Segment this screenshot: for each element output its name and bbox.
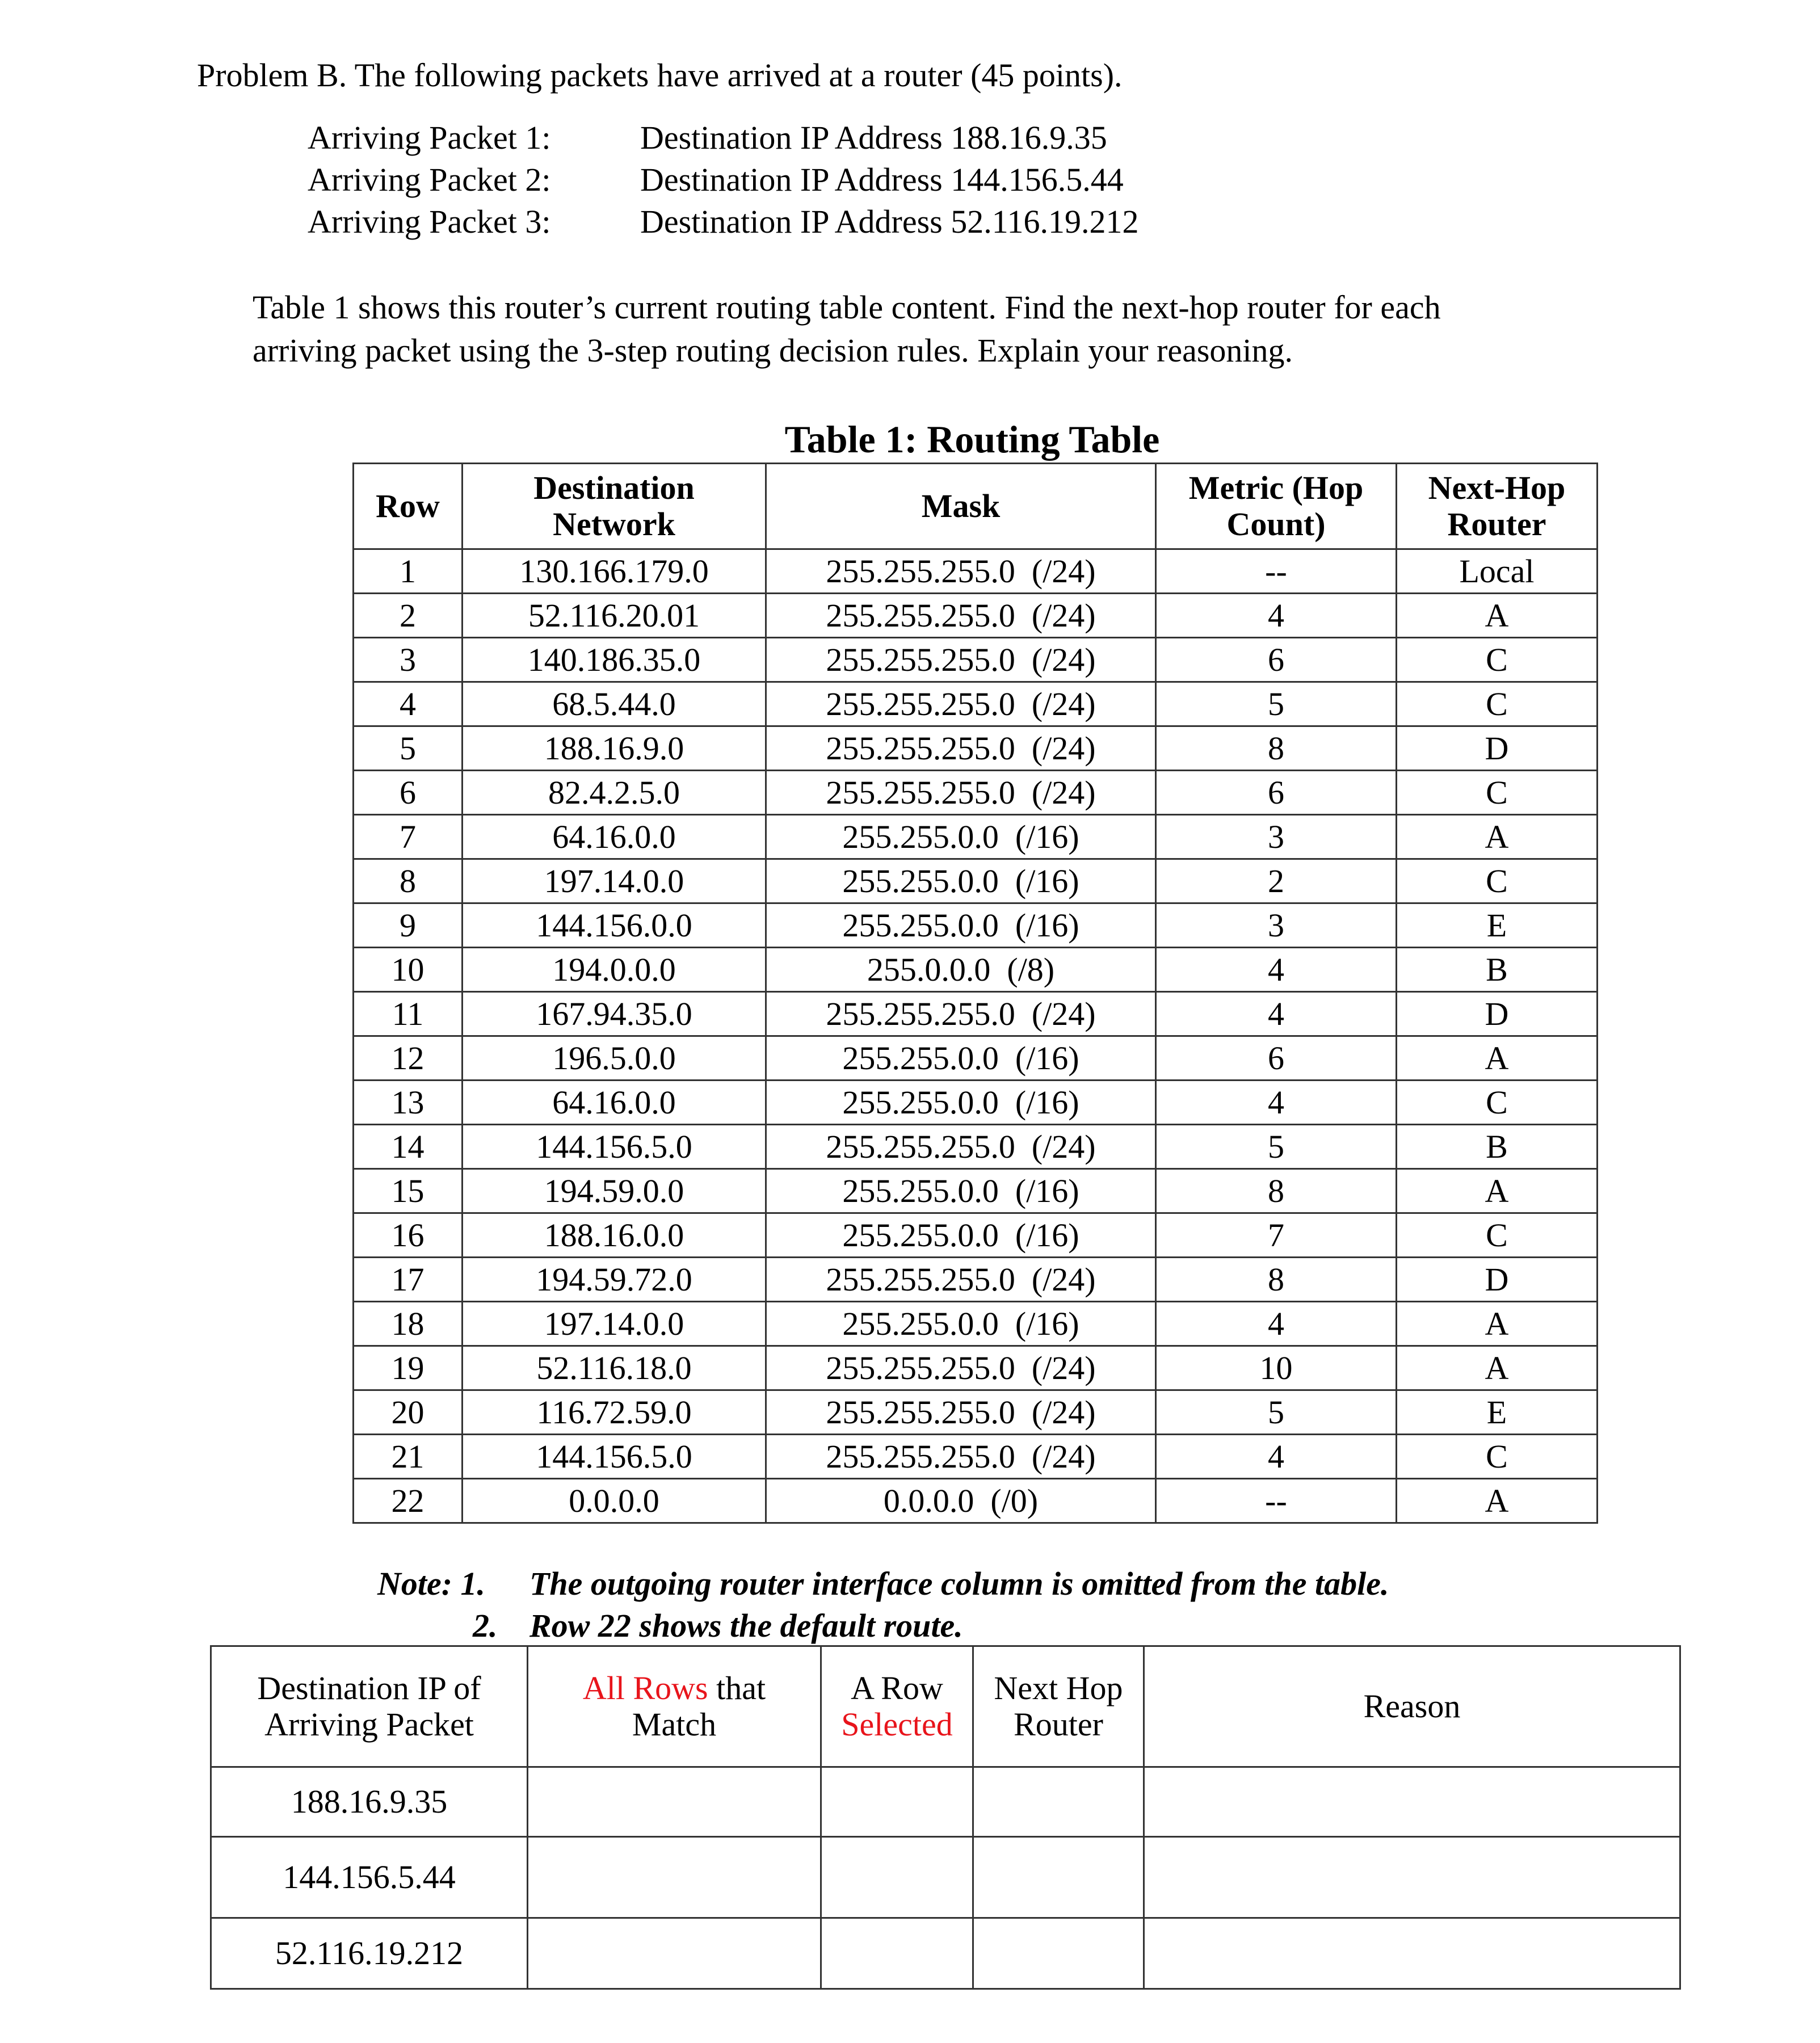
next-hop-router: A xyxy=(1397,815,1598,859)
row-number: 1 xyxy=(354,549,463,594)
row-number: 7 xyxy=(354,815,463,859)
metric: 4 xyxy=(1156,992,1397,1036)
next-hop-router: Local xyxy=(1397,549,1598,594)
destination-network: 144.156.5.0 xyxy=(463,1125,766,1169)
next-hop-router: B xyxy=(1397,948,1598,992)
answer-row xyxy=(211,1767,1680,1837)
metric: 3 xyxy=(1156,815,1397,859)
metric: 6 xyxy=(1156,771,1397,815)
destination-network: 64.16.0.0 xyxy=(463,1081,766,1125)
answer-destination-ip: 52.116.19.212 xyxy=(211,1918,528,1989)
table-row xyxy=(354,1390,1598,1435)
header-destination: Destination Network xyxy=(463,464,766,549)
destination-network: 196.5.0.0 xyxy=(463,1036,766,1081)
table-row xyxy=(354,815,1598,859)
destination-network: 68.5.44.0 xyxy=(463,682,766,726)
next-hop-router: A xyxy=(1397,1302,1598,1346)
table-row xyxy=(354,1435,1598,1479)
answer-matching-rows-cell[interactable] xyxy=(528,1767,821,1837)
table-row xyxy=(354,1302,1598,1346)
metric: 4 xyxy=(1156,594,1397,638)
answer-row-selected-cell[interactable] xyxy=(821,1767,973,1837)
table-row xyxy=(354,726,1598,771)
table-row xyxy=(354,594,1598,638)
next-hop-router: C xyxy=(1397,859,1598,903)
metric: 10 xyxy=(1156,1346,1397,1390)
destination-network: 130.166.179.0 xyxy=(463,549,766,594)
metric: 4 xyxy=(1156,1081,1397,1125)
table-row xyxy=(354,1346,1598,1390)
row-number: 10 xyxy=(354,948,463,992)
mask: 255.255.0.0 (/16) xyxy=(766,815,1156,859)
header-row: Row xyxy=(354,464,463,549)
mask: 255.255.255.0 (/24) xyxy=(766,682,1156,726)
answer-reason-cell[interactable] xyxy=(1144,1918,1680,1989)
next-hop-router: D xyxy=(1397,992,1598,1036)
row-number: 16 xyxy=(354,1213,463,1258)
mask: 255.255.255.0 (/24) xyxy=(766,1435,1156,1479)
next-hop-router: A xyxy=(1397,1036,1598,1081)
destination-network: 52.116.20.01 xyxy=(463,594,766,638)
mask: 255.255.255.0 (/24) xyxy=(766,1258,1156,1302)
mask: 255.0.0.0 (/8) xyxy=(766,948,1156,992)
metric: 5 xyxy=(1156,1125,1397,1169)
next-hop-router: C xyxy=(1397,638,1598,682)
mask: 255.255.0.0 (/16) xyxy=(766,1169,1156,1213)
row-number: 6 xyxy=(354,771,463,815)
mask: 255.255.0.0 (/16) xyxy=(766,1081,1156,1125)
table-row xyxy=(354,1036,1598,1081)
destination-network: 144.156.5.0 xyxy=(463,1435,766,1479)
row-number: 22 xyxy=(354,1479,463,1523)
header-mask: Mask xyxy=(766,464,1156,549)
problem-heading: Problem B. The following packets have arrived at a router (45 points). xyxy=(197,57,1123,94)
packet-destination: Destination IP Address 52.116.19.212 xyxy=(640,203,1139,240)
row-number: 15 xyxy=(354,1169,463,1213)
destination-network: 197.14.0.0 xyxy=(463,859,766,903)
destination-network: 188.16.0.0 xyxy=(463,1213,766,1258)
metric: 6 xyxy=(1156,1036,1397,1081)
header-metric: Metric (Hop Count) xyxy=(1156,464,1397,549)
row-number: 5 xyxy=(354,726,463,771)
metric: 8 xyxy=(1156,726,1397,771)
next-hop-router: C xyxy=(1397,1213,1598,1258)
mask: 255.255.255.0 (/24) xyxy=(766,1125,1156,1169)
destination-network: 194.59.0.0 xyxy=(463,1169,766,1213)
table-header-row xyxy=(354,464,1598,549)
row-number: 17 xyxy=(354,1258,463,1302)
header-row-selected: A Row Selected xyxy=(821,1646,973,1767)
mask: 255.255.255.0 (/24) xyxy=(766,726,1156,771)
next-hop-router: E xyxy=(1397,903,1598,948)
mask: 255.255.255.0 (/24) xyxy=(766,1390,1156,1435)
mask: 255.255.255.0 (/24) xyxy=(766,1346,1156,1390)
destination-network: 82.4.2.5.0 xyxy=(463,771,766,815)
row-number: 21 xyxy=(354,1435,463,1479)
note-text: Row 22 shows the default route. xyxy=(529,1607,963,1644)
row-number: 18 xyxy=(354,1302,463,1346)
destination-network: 0.0.0.0 xyxy=(463,1479,766,1523)
answer-row xyxy=(211,1918,1680,1989)
next-hop-router: D xyxy=(1397,726,1598,771)
mask: 0.0.0.0 (/0) xyxy=(766,1479,1156,1523)
header-reason: Reason xyxy=(1144,1646,1680,1767)
table-row xyxy=(354,1258,1598,1302)
metric: 4 xyxy=(1156,948,1397,992)
table-title: Table 1: Routing Table xyxy=(784,418,1160,461)
mask: 255.255.0.0 (/16) xyxy=(766,1302,1156,1346)
row-number: 14 xyxy=(354,1125,463,1169)
instructions-line: Table 1 shows this router’s current routing table content. Find the next-hop router for each xyxy=(253,289,1441,326)
row-number: 19 xyxy=(354,1346,463,1390)
answer-row-selected-cell[interactable] xyxy=(821,1918,973,1989)
destination-network: 167.94.35.0 xyxy=(463,992,766,1036)
header-destination-ip: Destination IP of Arriving Packet xyxy=(211,1646,528,1767)
answer-table xyxy=(210,1645,1681,1990)
next-hop-router: A xyxy=(1397,1346,1598,1390)
answer-matching-rows-cell[interactable] xyxy=(528,1918,821,1989)
mask: 255.255.255.0 (/24) xyxy=(766,771,1156,815)
destination-network: 144.156.0.0 xyxy=(463,903,766,948)
answer-reason-cell[interactable] xyxy=(1144,1837,1680,1918)
destination-network: 140.186.35.0 xyxy=(463,638,766,682)
next-hop-router: C xyxy=(1397,682,1598,726)
next-hop-router: A xyxy=(1397,1169,1598,1213)
next-hop-router: C xyxy=(1397,771,1598,815)
destination-network: 52.116.18.0 xyxy=(463,1346,766,1390)
header-next-hop: Next Hop Router xyxy=(973,1646,1144,1767)
metric: 8 xyxy=(1156,1258,1397,1302)
metric: 7 xyxy=(1156,1213,1397,1258)
header-next-hop: Next-Hop Router xyxy=(1397,464,1598,549)
packet-label: Arriving Packet 3: xyxy=(308,203,551,240)
answer-matching-rows-cell[interactable] xyxy=(528,1837,821,1918)
packet-destination: Destination IP Address 188.16.9.35 xyxy=(640,119,1107,156)
answer-row xyxy=(211,1837,1680,1918)
metric: 6 xyxy=(1156,638,1397,682)
note-text: The outgoing router interface column is omitted from the table. xyxy=(529,1565,1389,1602)
metric: 8 xyxy=(1156,1169,1397,1213)
row-number: 4 xyxy=(354,682,463,726)
table-row xyxy=(354,1125,1598,1169)
destination-network: 194.0.0.0 xyxy=(463,948,766,992)
answer-destination-ip: 188.16.9.35 xyxy=(211,1767,528,1837)
table-row xyxy=(354,682,1598,726)
destination-network: 64.16.0.0 xyxy=(463,815,766,859)
mask: 255.255.255.0 (/24) xyxy=(766,992,1156,1036)
answer-row-selected-cell[interactable] xyxy=(821,1837,973,1918)
destination-network: 197.14.0.0 xyxy=(463,1302,766,1346)
row-number: 3 xyxy=(354,638,463,682)
answer-header-row xyxy=(211,1646,1680,1767)
packet-label: Arriving Packet 1: xyxy=(308,119,551,156)
metric: 4 xyxy=(1156,1435,1397,1479)
row-number: 20 xyxy=(354,1390,463,1435)
metric: -- xyxy=(1156,1479,1397,1523)
packet-label: Arriving Packet 2: xyxy=(308,161,551,198)
metric: 4 xyxy=(1156,1302,1397,1346)
packet-destination: Destination IP Address 144.156.5.44 xyxy=(640,161,1124,198)
next-hop-router: A xyxy=(1397,594,1598,638)
instructions-line: arriving packet using the 3-step routing decision rules. Explain your reasoning. xyxy=(253,332,1293,369)
answer-destination-ip: 144.156.5.44 xyxy=(211,1837,528,1918)
table-row xyxy=(354,638,1598,682)
next-hop-router: B xyxy=(1397,1125,1598,1169)
routing-table xyxy=(352,463,1598,1524)
row-number: 11 xyxy=(354,992,463,1036)
table-row xyxy=(354,1169,1598,1213)
next-hop-router: C xyxy=(1397,1081,1598,1125)
mask: 255.255.0.0 (/16) xyxy=(766,859,1156,903)
next-hop-router: C xyxy=(1397,1435,1598,1479)
table-row xyxy=(354,992,1598,1036)
mask: 255.255.255.0 (/24) xyxy=(766,638,1156,682)
metric: 5 xyxy=(1156,682,1397,726)
row-number: 13 xyxy=(354,1081,463,1125)
mask: 255.255.255.0 (/24) xyxy=(766,594,1156,638)
table-row xyxy=(354,1081,1598,1125)
mask: 255.255.255.0 (/24) xyxy=(766,549,1156,594)
metric: 2 xyxy=(1156,859,1397,903)
table-row xyxy=(354,1213,1598,1258)
row-number: 8 xyxy=(354,859,463,903)
note-prefix: 2. xyxy=(473,1607,498,1644)
table-row xyxy=(354,948,1598,992)
header-matching-rows: All Rows that Match xyxy=(528,1646,821,1767)
metric: 3 xyxy=(1156,903,1397,948)
metric: -- xyxy=(1156,549,1397,594)
next-hop-router: E xyxy=(1397,1390,1598,1435)
table-row xyxy=(354,549,1598,594)
mask: 255.255.0.0 (/16) xyxy=(766,1213,1156,1258)
answer-next-hop-cell[interactable] xyxy=(973,1767,1144,1837)
row-number: 9 xyxy=(354,903,463,948)
row-number: 12 xyxy=(354,1036,463,1081)
metric: 5 xyxy=(1156,1390,1397,1435)
answer-next-hop-cell[interactable] xyxy=(973,1837,1144,1918)
answer-reason-cell[interactable] xyxy=(1144,1767,1680,1837)
next-hop-router: D xyxy=(1397,1258,1598,1302)
row-number: 2 xyxy=(354,594,463,638)
mask: 255.255.0.0 (/16) xyxy=(766,903,1156,948)
table-row xyxy=(354,771,1598,815)
next-hop-router: A xyxy=(1397,1479,1598,1523)
destination-network: 194.59.72.0 xyxy=(463,1258,766,1302)
table-row xyxy=(354,859,1598,903)
mask: 255.255.0.0 (/16) xyxy=(766,1036,1156,1081)
answer-next-hop-cell[interactable] xyxy=(973,1918,1144,1989)
table-row xyxy=(354,1479,1598,1523)
table-row xyxy=(354,903,1598,948)
destination-network: 188.16.9.0 xyxy=(463,726,766,771)
note-prefix: Note: 1. xyxy=(377,1565,486,1602)
destination-network: 116.72.59.0 xyxy=(463,1390,766,1435)
